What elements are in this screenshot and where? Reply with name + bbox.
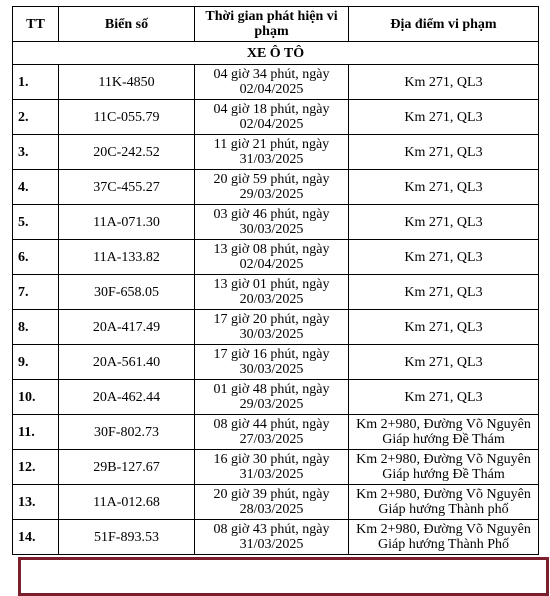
- license-plate: 20C-242.52: [59, 135, 195, 170]
- violation-date: 29/03/2025: [239, 397, 304, 412]
- violation-place: [349, 205, 539, 240]
- table-row: [13, 275, 539, 310]
- violation-time: [195, 485, 349, 520]
- row-number: 2.: [13, 100, 59, 135]
- violation-table: [12, 6, 539, 555]
- license-plate: 11A-071.30: [59, 205, 195, 240]
- violation-date: 27/03/2025: [239, 432, 304, 447]
- violation-date: 29/03/2025: [239, 187, 304, 202]
- table-row: [13, 205, 539, 240]
- violation-place-line1: Km 271, QL3: [404, 214, 483, 230]
- violation-time: [195, 135, 349, 170]
- violation-place-line1: Km 271, QL3: [404, 249, 483, 265]
- violation-place-line2: Giáp hướng Thành Phố: [377, 537, 509, 552]
- violation-place-line1: Km 271, QL3: [404, 319, 483, 335]
- violation-place-line1: Km 271, QL3: [404, 179, 483, 195]
- violation-place-line1: Km 271, QL3: [404, 74, 483, 90]
- violation-time: [195, 345, 349, 380]
- violation-date: 28/03/2025: [239, 502, 304, 517]
- violation-place: [349, 135, 539, 170]
- license-plate: 51F-893.53: [59, 520, 195, 555]
- violation-place: [349, 380, 539, 415]
- row-number: 7.: [13, 275, 59, 310]
- violation-time-line1: 16 giờ 30 phút, ngày: [213, 452, 330, 467]
- violation-time: [195, 520, 349, 555]
- violation-date: 02/04/2025: [239, 117, 304, 132]
- violation-date: 20/03/2025: [239, 292, 304, 307]
- violation-place: [349, 65, 539, 100]
- violation-time: [195, 100, 349, 135]
- table-row: [13, 485, 539, 520]
- violation-place: [349, 520, 539, 555]
- row-number: 5.: [13, 205, 59, 240]
- violation-place: [349, 450, 539, 485]
- violation-place-line1: Km 271, QL3: [404, 284, 483, 300]
- violation-place-line1: Km 2+980, Đường Võ Nguyên: [356, 487, 531, 502]
- violation-time: [195, 380, 349, 415]
- violation-place-line1: Km 2+980, Đường Võ Nguyên: [356, 452, 531, 467]
- license-plate: 20A-561.40: [59, 345, 195, 380]
- violation-time: [195, 205, 349, 240]
- violation-place-line2: Giáp hướng Đề Thám: [382, 467, 505, 482]
- violation-time: [195, 450, 349, 485]
- violation-place-line2: Giáp hướng Thành phố: [378, 502, 509, 517]
- violation-place: [349, 485, 539, 520]
- violation-table-container: [12, 6, 538, 555]
- violation-place-line1: Km 271, QL3: [404, 354, 483, 370]
- violation-place: [349, 415, 539, 450]
- violation-place: [349, 170, 539, 205]
- violation-time: [195, 275, 349, 310]
- table-row: [13, 450, 539, 485]
- license-plate: 11A-012.68: [59, 485, 195, 520]
- violation-date: 30/03/2025: [239, 362, 304, 377]
- section-row: [13, 42, 539, 65]
- license-plate: 30F-802.73: [59, 415, 195, 450]
- violation-date: 31/03/2025: [239, 537, 304, 552]
- violation-time-line1: 20 giờ 59 phút, ngày: [213, 172, 330, 187]
- table-row: [13, 65, 539, 100]
- violation-place: [349, 275, 539, 310]
- table-row: [13, 415, 539, 450]
- row-number: 4.: [13, 170, 59, 205]
- table-row: [13, 310, 539, 345]
- violation-place-line1: Km 2+980, Đường Võ Nguyên: [356, 417, 531, 432]
- row-number: 3.: [13, 135, 59, 170]
- header-tt: TT: [13, 7, 59, 42]
- license-plate: 11K-4850: [59, 65, 195, 100]
- table-header-row: [13, 7, 539, 42]
- violation-time-line1: 04 giờ 34 phút, ngày: [213, 67, 330, 82]
- row-number: 6.: [13, 240, 59, 275]
- violation-time: [195, 170, 349, 205]
- row-number: 1.: [13, 65, 59, 100]
- violation-place: [349, 310, 539, 345]
- violation-time: [195, 310, 349, 345]
- row-number: 11.: [13, 415, 59, 450]
- table-row: [13, 380, 539, 415]
- violation-place-line1: Km 271, QL3: [404, 389, 483, 405]
- violation-time: [195, 65, 349, 100]
- violation-place: [349, 240, 539, 275]
- violation-date: 30/03/2025: [239, 327, 304, 342]
- violation-place: [349, 345, 539, 380]
- violation-time-line1: 17 giờ 16 phút, ngày: [213, 347, 330, 362]
- violation-time-line1: 13 giờ 01 phút, ngày: [213, 277, 330, 292]
- table-row: [13, 135, 539, 170]
- table-row: [13, 240, 539, 275]
- license-plate: 37C-455.27: [59, 170, 195, 205]
- violation-time-line1: 20 giờ 39 phút, ngày: [213, 487, 330, 502]
- violation-place-line1: Km 2+980, Đường Võ Nguyên: [356, 522, 531, 537]
- violation-date: 02/04/2025: [239, 82, 304, 97]
- header-time: Thời gian phát hiện vi phạm: [195, 7, 349, 42]
- table-row: [13, 520, 539, 555]
- violation-date: 31/03/2025: [239, 152, 304, 167]
- license-plate: 20A-417.49: [59, 310, 195, 345]
- row-number: 10.: [13, 380, 59, 415]
- header-plate: Biển số: [59, 7, 195, 42]
- row-number: 12.: [13, 450, 59, 485]
- row-number: 9.: [13, 345, 59, 380]
- violation-time-line1: 01 giờ 48 phút, ngày: [213, 382, 330, 397]
- violation-date: 30/03/2025: [239, 222, 304, 237]
- violation-time-line1: 08 giờ 44 phút, ngày: [213, 417, 330, 432]
- row-number: 14.: [13, 520, 59, 555]
- license-plate: 11C-055.79: [59, 100, 195, 135]
- violation-time: [195, 415, 349, 450]
- table-row: [13, 345, 539, 380]
- violation-time-line1: 08 giờ 43 phút, ngày: [213, 522, 330, 537]
- license-plate: 30F-658.05: [59, 275, 195, 310]
- violation-time-line1: 17 giờ 20 phút, ngày: [213, 312, 330, 327]
- violation-place-line2: Giáp hướng Đề Thám: [382, 432, 505, 447]
- violation-date: 31/03/2025: [239, 467, 304, 482]
- violation-date: 02/04/2025: [239, 257, 304, 272]
- violation-time-line1: 04 giờ 18 phút, ngày: [213, 102, 330, 117]
- header-place: Địa điểm vi phạm: [349, 7, 539, 42]
- violation-place-line1: Km 271, QL3: [404, 109, 483, 125]
- violation-time-line1: 11 giờ 21 phút, ngày: [213, 137, 330, 152]
- license-plate: 11A-133.82: [59, 240, 195, 275]
- license-plate: 20A-462.44: [59, 380, 195, 415]
- row-number: 13.: [13, 485, 59, 520]
- table-row: [13, 100, 539, 135]
- row-number: 8.: [13, 310, 59, 345]
- violation-place-line1: Km 271, QL3: [404, 144, 483, 160]
- section-title: XE Ô TÔ: [13, 42, 539, 65]
- license-plate: 29B-127.67: [59, 450, 195, 485]
- table-row: [13, 170, 539, 205]
- violation-place: [349, 100, 539, 135]
- highlight-box: [18, 557, 549, 596]
- violation-time: [195, 240, 349, 275]
- violation-time-line1: 13 giờ 08 phút, ngày: [213, 242, 330, 257]
- violation-time-line1: 03 giờ 46 phút, ngày: [213, 207, 330, 222]
